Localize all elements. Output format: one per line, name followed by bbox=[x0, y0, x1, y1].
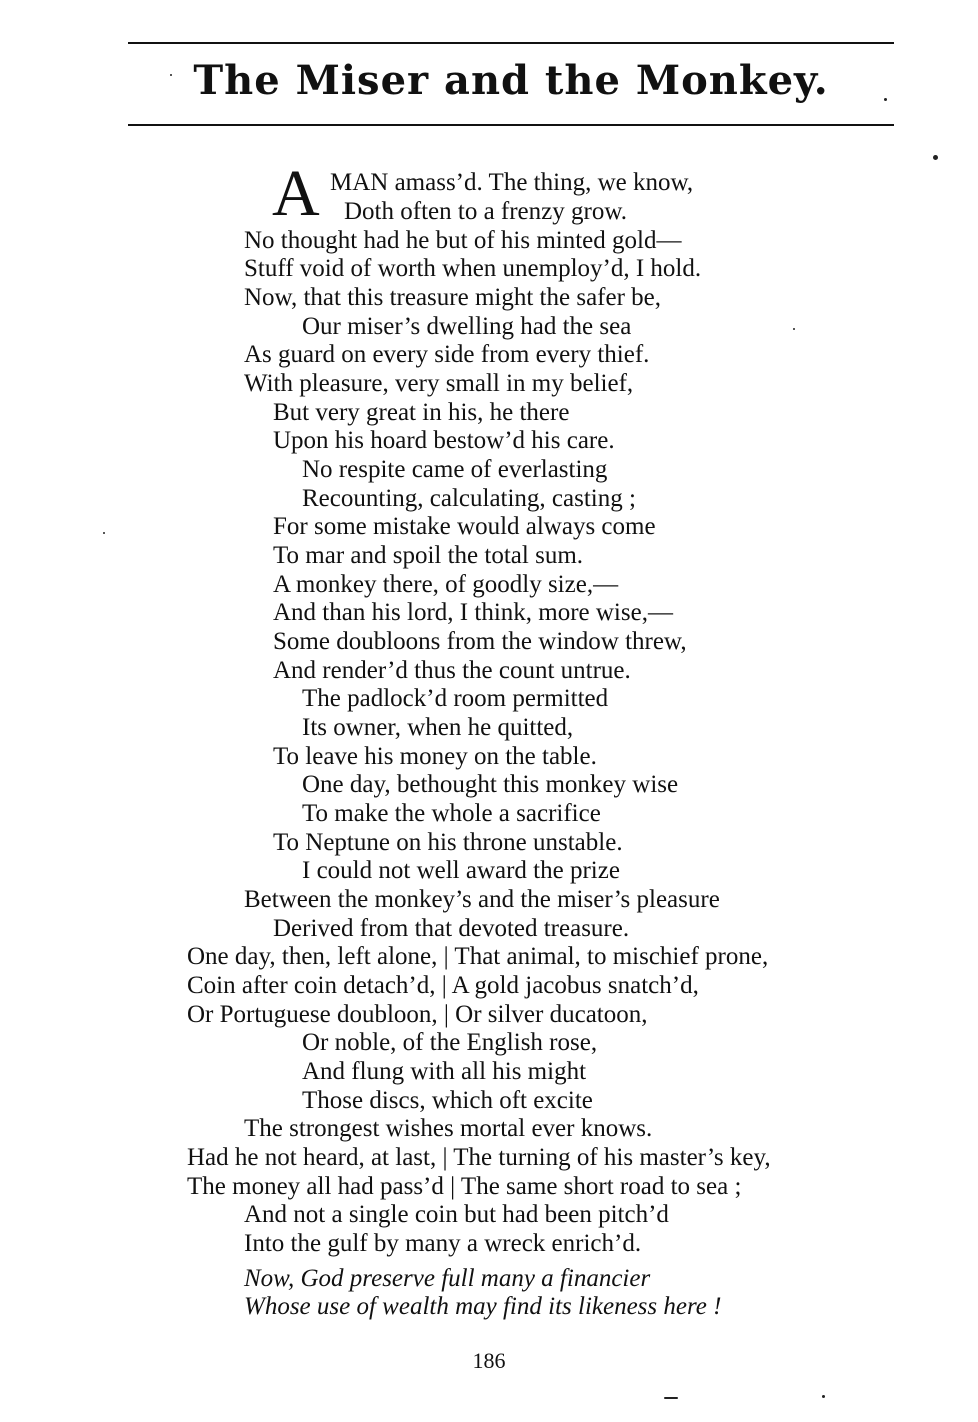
poem-line: And flung with all his might bbox=[302, 1058, 587, 1085]
poem-line: To Neptune on his throne unstable. bbox=[273, 829, 623, 856]
scan-speck bbox=[170, 74, 172, 76]
poem-line: Between the monkey’s and the miser’s pleasure bbox=[244, 886, 720, 913]
poem-line: The strongest wishes mortal ever knows. bbox=[244, 1115, 653, 1142]
poem-line: No thought had he but of his minted gold— bbox=[244, 227, 682, 254]
poem-line: To mar and spoil the total sum. bbox=[273, 542, 584, 569]
poem-line: Or noble, of the English rose, bbox=[302, 1029, 598, 1056]
poem-line: As guard on every side from every thief. bbox=[244, 341, 650, 368]
poem-line: The money all had pass’d | The same short road to sea ; bbox=[187, 1173, 742, 1200]
scan-speck bbox=[793, 328, 795, 330]
poem-line: But very great in his, he there bbox=[273, 399, 570, 426]
poem-line: Doth often to a frenzy grow. bbox=[344, 198, 628, 225]
poem-line: And than his lord, I think, more wise,— bbox=[273, 599, 673, 626]
poem-line: Derived from that devoted treasure. bbox=[273, 915, 630, 942]
scan-speck bbox=[664, 1397, 678, 1399]
poem-line: And render’d thus the count untrue. bbox=[273, 657, 631, 684]
poem-line: For some mistake would always come bbox=[273, 513, 656, 540]
poem-line: I could not well award the prize bbox=[302, 857, 620, 884]
poem-line: Stuff void of worth when unemploy’d, I hold. bbox=[244, 255, 702, 282]
poem-line: Upon his hoard bestow’d his care. bbox=[273, 427, 615, 454]
poem-line: Those discs, which oft excite bbox=[302, 1087, 593, 1114]
scan-speck bbox=[933, 155, 938, 160]
drop-cap: A bbox=[272, 157, 320, 230]
poem-line: One day, bethought this monkey wise bbox=[302, 771, 679, 798]
header-rule-top bbox=[128, 42, 894, 44]
poem-title: The Miser and the Monkey. bbox=[193, 57, 829, 104]
poem-line: Into the gulf by many a wreck enrich’d. bbox=[244, 1230, 642, 1257]
poem-line: Or Portuguese doubloon, | Or silver ducatoon, bbox=[187, 1001, 648, 1028]
poem-line: Our miser’s dwelling had the sea bbox=[302, 313, 632, 340]
poem-line: Recounting, calculating, casting ; bbox=[302, 485, 636, 512]
poem-line: To leave his money on the table. bbox=[273, 743, 597, 770]
header-rule-bottom bbox=[128, 124, 894, 126]
poem-line: Now, that this treasure might the safer be, bbox=[244, 284, 662, 311]
poem-line: Its owner, when he quitted, bbox=[302, 714, 574, 741]
poem-line: With pleasure, very small in my belief, bbox=[244, 370, 634, 397]
poem-line: The padlock’d room permitted bbox=[302, 685, 609, 712]
scan-speck bbox=[884, 98, 887, 101]
poem-line: To make the whole a sacrifice bbox=[302, 800, 601, 827]
poem-line: No respite came of everlasting bbox=[302, 456, 608, 483]
poem-line: Had he not heard, at last, | The turning of his master’s key, bbox=[187, 1144, 771, 1171]
poem-line: MAN amass’d. The thing, we know, bbox=[330, 169, 694, 196]
scan-speck bbox=[822, 1395, 825, 1398]
poem-moral-line: Now, God preserve full many a financier bbox=[244, 1265, 651, 1292]
page-number: 186 bbox=[472, 1348, 506, 1373]
scan-speck bbox=[103, 532, 105, 534]
poem-line: Coin after coin detach’d, | A gold jacobus snatch’d, bbox=[187, 972, 699, 999]
poem-line: One day, then, left alone, | That animal, to mischief prone, bbox=[187, 943, 769, 970]
poem-line: A monkey there, of goodly size,— bbox=[273, 571, 619, 598]
poem-line: And not a single coin but had been pitch’d bbox=[244, 1201, 669, 1228]
poem-moral-line: Whose use of wealth may find its likeness here ! bbox=[244, 1293, 722, 1320]
poem-line: Some doubloons from the window threw, bbox=[273, 628, 687, 655]
